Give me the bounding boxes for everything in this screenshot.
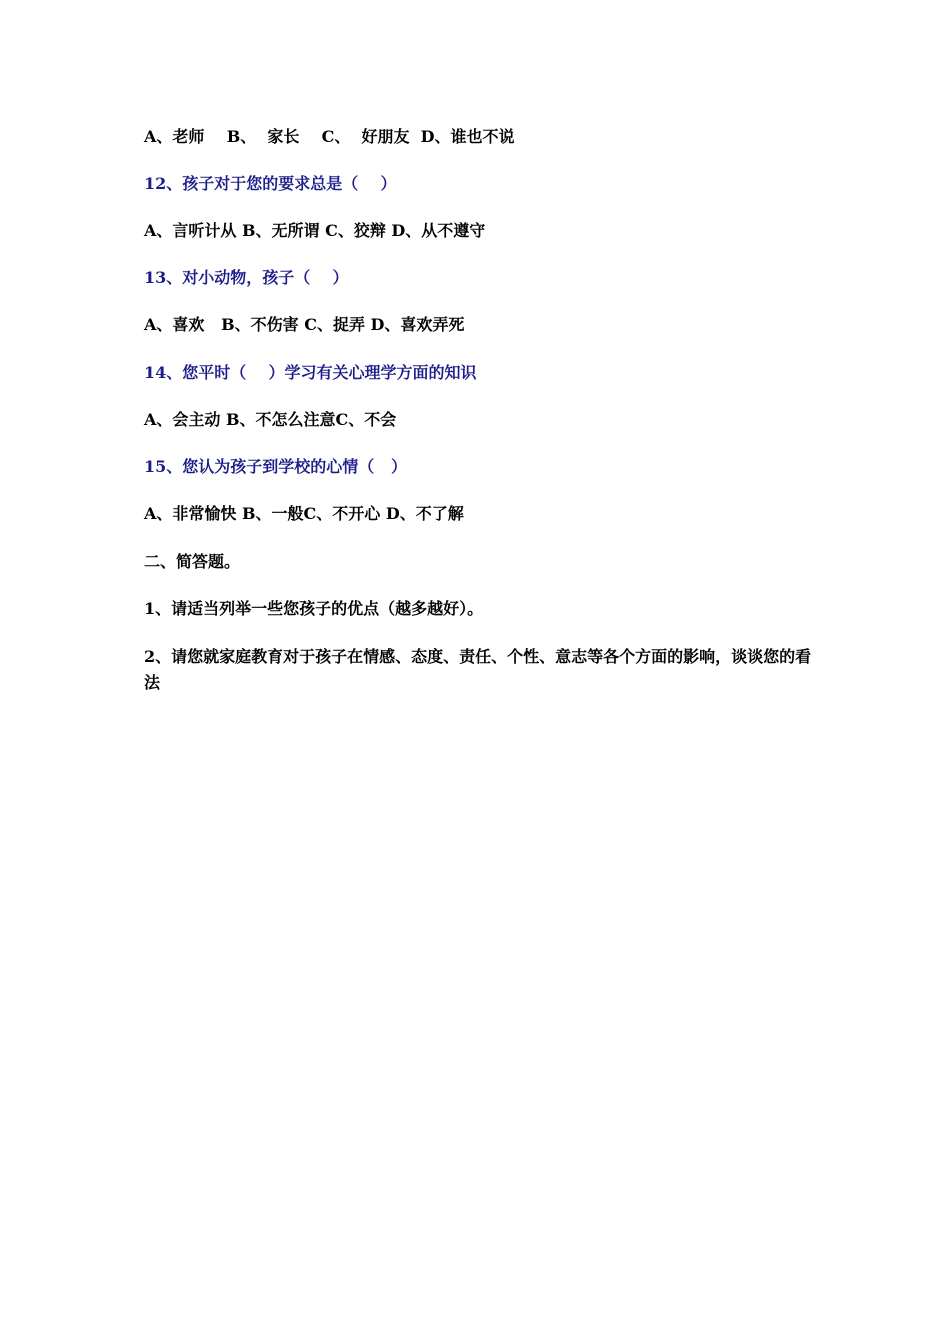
q15-options: A、非常愉快 B、一般C、不开心 D、不了解 (144, 504, 464, 523)
question-12: 12、孩子对于您的要求总是（ ） (144, 174, 397, 193)
section-heading-short-answer: 二、简答题。 (144, 552, 241, 571)
question-13: 13、对小动物，孩子（ ） (144, 268, 349, 287)
question-15: 15、您认为孩子到学校的心情（ ） (144, 457, 407, 476)
q13-options: A、喜欢 B、不伤害 C、捉弄 D、喜欢弄死 (144, 315, 465, 334)
q12-options: A、言听计从 B、无所谓 C、狡辩 D、从不遵守 (144, 221, 486, 240)
q14-options: A、会主动 B、不怎么注意C、不会 (144, 410, 397, 429)
short-answer-question-1: 1、请适当列举一些您孩子的优点（越多越好）。 (144, 599, 484, 618)
short-answer-question-2: 2、请您就家庭教育对于孩子在情感、态度、责任、个性、意志等各个方面的影响，谈谈您的看法 (144, 647, 812, 692)
q11-options: A、老师 B、 家长 C、 好朋友 D、谁也不说 (144, 127, 515, 146)
question-14: 14、您平时（ ）学习有关心理学方面的知识 (144, 363, 477, 382)
